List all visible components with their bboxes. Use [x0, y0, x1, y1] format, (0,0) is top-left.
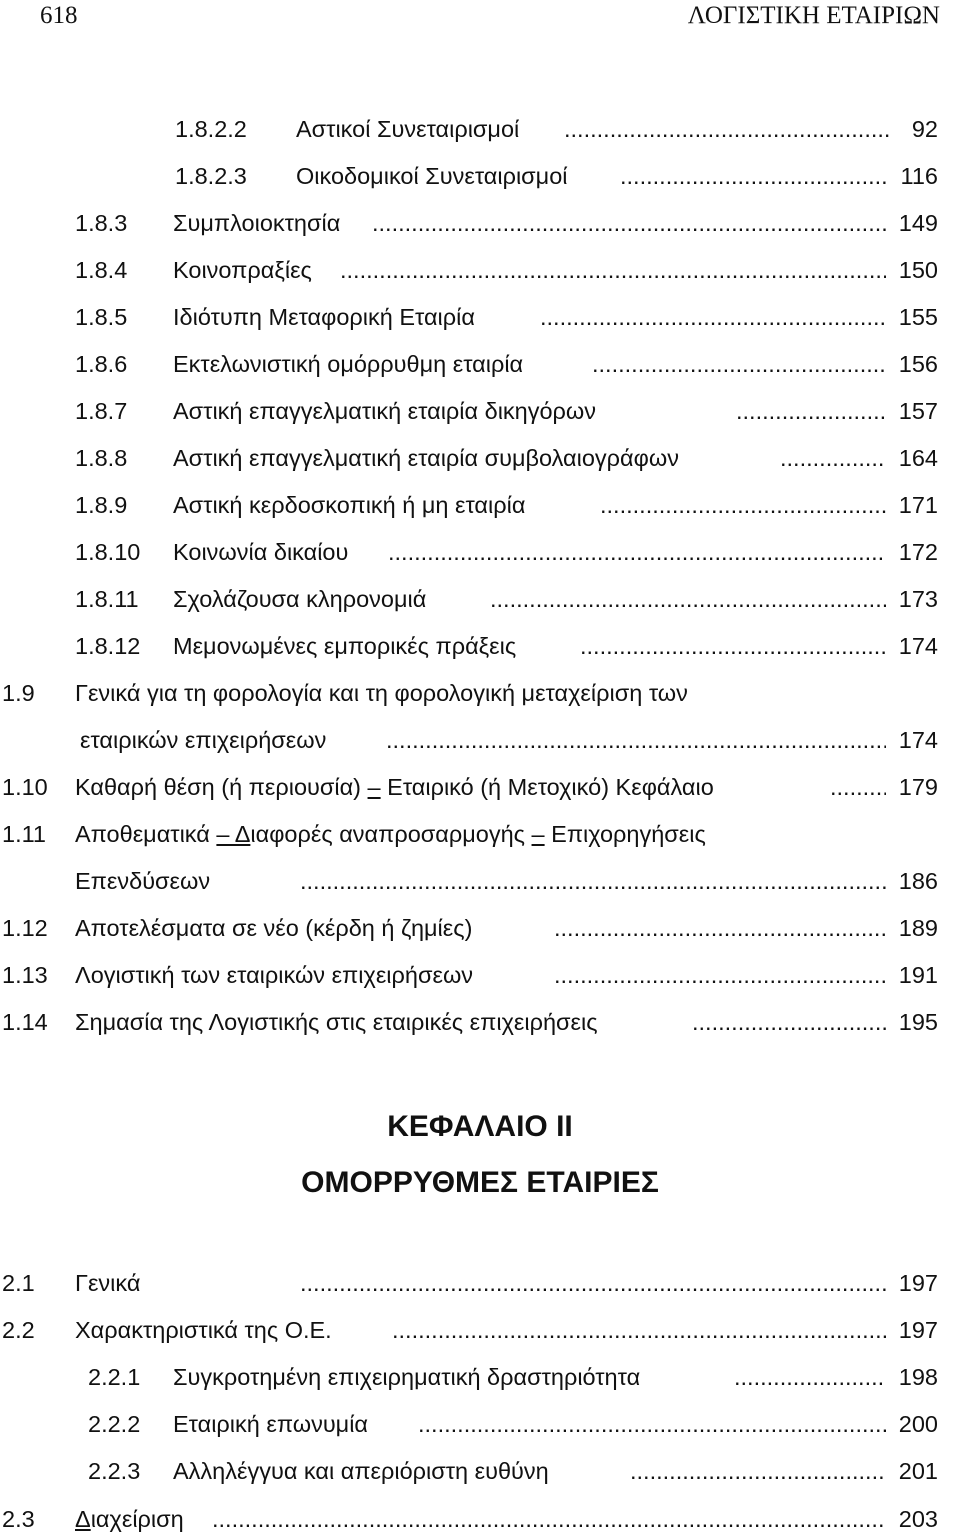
toc-entry-title: Κοινωνία δικαίου: [173, 539, 349, 565]
toc-entry-page: 200: [898, 1411, 938, 1437]
toc-entry: [0, 210, 960, 242]
toc-entry-page: 171: [898, 492, 938, 518]
toc-entry: [0, 492, 960, 524]
toc-entry-page: 157: [898, 398, 938, 424]
toc-entry-number: 1.8.7: [75, 398, 128, 424]
toc-entry-number: 1.8.5: [75, 304, 128, 330]
toc-entry-page: 189: [898, 915, 938, 941]
toc-entry-title: Σημασία της Λογιστικής στις εταιρικές επιχειρήσεις: [75, 1009, 598, 1035]
toc-leader-dots: [300, 868, 886, 895]
toc-entry-number: 1.13: [2, 962, 48, 988]
toc-entry: [0, 257, 960, 289]
toc-entry: [0, 351, 960, 383]
toc-entry-title: Λογιστική των εταιρικών επιχειρήσεων: [75, 962, 474, 988]
toc-entry: [0, 116, 960, 148]
toc-entry-title: Γενικά για τη φορολογία και τη φορολογική μεταχείριση των: [75, 680, 688, 706]
toc-entry-title: Σχολάζουσα κληρονομιά: [173, 586, 427, 612]
toc-entry-title: Χαρακτηριστικά της Ο.Ε.: [75, 1317, 332, 1343]
toc-entry-title: Διαχείριση: [75, 1506, 184, 1532]
toc-entry-page: 92: [911, 116, 938, 142]
toc-entry: [0, 868, 960, 900]
toc-leader-dots: [490, 586, 886, 613]
toc-leader-dots: [780, 445, 886, 472]
toc-entry-page: 173: [898, 586, 938, 612]
toc-entry-number: 1.12: [2, 915, 48, 941]
toc-entry-number: 1.8.11: [75, 586, 139, 612]
toc-entry-number: 1.8.9: [75, 492, 128, 518]
toc-entry-title: Αστική επαγγελματική εταιρία συμβολαιογράφων: [173, 445, 679, 471]
toc-entry-page: 174: [898, 727, 938, 753]
toc-entry: [0, 633, 960, 665]
toc-entry-number: 2.2: [2, 1317, 35, 1343]
toc-leader-dots: [620, 163, 886, 190]
toc-entry-page: 186: [898, 868, 938, 894]
chapter-title: ΟΜΟΡΡΥΘΜΕΣ ΕΤΑΙΡΙΕΣ: [301, 1166, 659, 1199]
toc-leader-dots: [736, 398, 886, 425]
toc-entry-page: 155: [898, 304, 938, 330]
toc-entry-number: 1.10: [2, 774, 48, 800]
toc-leader-dots: [692, 1009, 886, 1036]
toc-entry-title: Κοινοπραξίες: [173, 257, 312, 283]
toc-entry: [0, 1364, 960, 1396]
toc-entry: [0, 821, 960, 853]
toc-entry-title: Εταιρική επωνυμία: [173, 1411, 369, 1437]
toc-entry-title: Καθαρή θέση (ή περιουσία) – Εταιρικό (ή Μετοχικό) Κεφάλαιο: [75, 774, 714, 800]
toc-entry-title: Αστική κερδοσκοπική ή μη εταιρία: [173, 492, 526, 518]
toc-entry-number: 2.2.2: [88, 1411, 141, 1437]
toc-entry: [0, 727, 960, 759]
toc-entry: [0, 586, 960, 618]
toc-leader-dots: [372, 210, 886, 237]
toc-entry-page: 191: [898, 962, 938, 988]
toc-entry-title: Αποθεματικά – Διαφορές αναπροσαρμογής – Επιχορηγήσεις: [75, 821, 706, 847]
toc-leader-dots: [212, 1506, 886, 1533]
toc-entry-number: 1.11: [2, 821, 46, 847]
toc-leader-dots: [300, 1270, 886, 1297]
toc-entry-page: 197: [898, 1270, 938, 1296]
toc-entry-page: 203: [898, 1506, 938, 1532]
toc-entry-number: 2.2.3: [88, 1458, 141, 1484]
toc-leader-dots: [564, 116, 890, 143]
toc-entry-page: 198: [898, 1364, 938, 1390]
toc-entry: [0, 1411, 960, 1443]
toc-entry-page: 172: [898, 539, 938, 565]
toc-entry: [0, 774, 960, 806]
toc-leader-dots: [392, 1317, 886, 1344]
toc-entry-page: 201: [898, 1458, 938, 1484]
toc-entry: [0, 1009, 960, 1041]
toc-entry: [0, 915, 960, 947]
toc-entry-title: Ιδιότυπη Μεταφορική Εταιρία: [173, 304, 475, 330]
toc-entry-number: 1.8.4: [75, 257, 128, 283]
toc-entry-title: Μεμονωμένες εμπορικές πράξεις: [173, 633, 517, 659]
toc-entry-number: 1.8.6: [75, 351, 128, 377]
toc-entry-number: 1.8.12: [75, 633, 141, 659]
toc-entry-page: 156: [898, 351, 938, 377]
toc-leader-dots: [580, 633, 886, 660]
toc-leader-dots: [630, 1458, 886, 1485]
toc-entry-title: Αστικοί Συνεταιρισμοί: [296, 116, 520, 142]
toc-leader-dots: [418, 1411, 886, 1438]
toc-entry-page: 149: [898, 210, 938, 236]
toc-entry: [0, 680, 960, 712]
toc-leader-dots: [554, 962, 886, 989]
toc-entry-title: Αλληλέγγυα και απεριόριστη ευθύνη: [173, 1458, 549, 1484]
chapter-heading: ΚΕΦΑΛΑΙΟ ΙΙ: [387, 1110, 573, 1143]
toc-entry-number: 1.8.2.3: [175, 163, 247, 189]
toc-entry: [0, 539, 960, 571]
toc-entry-page: 195: [898, 1009, 938, 1035]
running-title: ΛΟΓΙΣΤΙΚΗ ΕΤΑΙΡΙΩΝ: [687, 2, 940, 29]
toc-entry-title: Συμπλοιοκτησία: [173, 210, 341, 236]
toc-entry-title: Επενδύσεων: [75, 868, 211, 894]
toc-leader-dots: [554, 915, 886, 942]
toc-entry: [0, 1270, 960, 1302]
toc-entry-number: 1.9: [2, 680, 35, 706]
toc-entry-number: 1.14: [2, 1009, 48, 1035]
toc-entry-number: 1.8.2.2: [175, 116, 247, 142]
toc-entry: [0, 1506, 960, 1538]
toc-leader-dots: [340, 257, 886, 284]
toc-entry-number: 1.8.10: [75, 539, 141, 565]
toc-entry-page: 197: [898, 1317, 938, 1343]
toc-entry-page: 150: [898, 257, 938, 283]
toc-entry: [0, 1458, 960, 1490]
toc-leader-dots: [734, 1364, 886, 1391]
toc-entry-page: 116: [900, 163, 938, 189]
toc-entry: [0, 304, 960, 336]
toc-entry: [0, 398, 960, 430]
toc-entry-number: 1.8.8: [75, 445, 128, 471]
toc-leader-dots: [386, 727, 886, 754]
toc-entry: [0, 445, 960, 477]
toc-entry-title: Αστική επαγγελματική εταιρία δικηγόρων: [173, 398, 597, 424]
toc-entry-title: Γενικά: [75, 1270, 141, 1296]
toc-entry: [0, 163, 960, 195]
toc-leader-dots: [592, 351, 886, 378]
toc-leader-dots: [830, 774, 886, 801]
toc-leader-dots: [540, 304, 886, 331]
toc-entry-page: 174: [898, 633, 938, 659]
toc-entry-page: 164: [898, 445, 938, 471]
toc-entry-number: 1.8.3: [75, 210, 128, 236]
toc-entry-title: Οικοδομικοί Συνεταιρισμοί: [296, 163, 568, 189]
toc-entry-title: Εκτελωνιστική ομόρρυθμη εταιρία: [173, 351, 524, 377]
toc-leader-dots: [388, 539, 886, 566]
toc-entry-title: Αποτελέσματα σε νέο (κέρδη ή ζημίες): [75, 915, 473, 941]
toc-entry-page: 179: [898, 774, 938, 800]
toc-entry-number: 2.2.1: [88, 1364, 141, 1390]
toc-entry-title: εταιρικών επιχειρήσεων: [80, 727, 327, 753]
toc-entry: [0, 1317, 960, 1349]
page-number: 618: [40, 2, 78, 29]
toc-entry-number: 2.1: [2, 1270, 35, 1296]
toc-entry: [0, 962, 960, 994]
toc-leader-dots: [600, 492, 886, 519]
toc-entry-title: Συγκροτημένη επιχειρηματική δραστηριότητα: [173, 1364, 641, 1390]
toc-entry-number: 2.3: [2, 1506, 35, 1532]
